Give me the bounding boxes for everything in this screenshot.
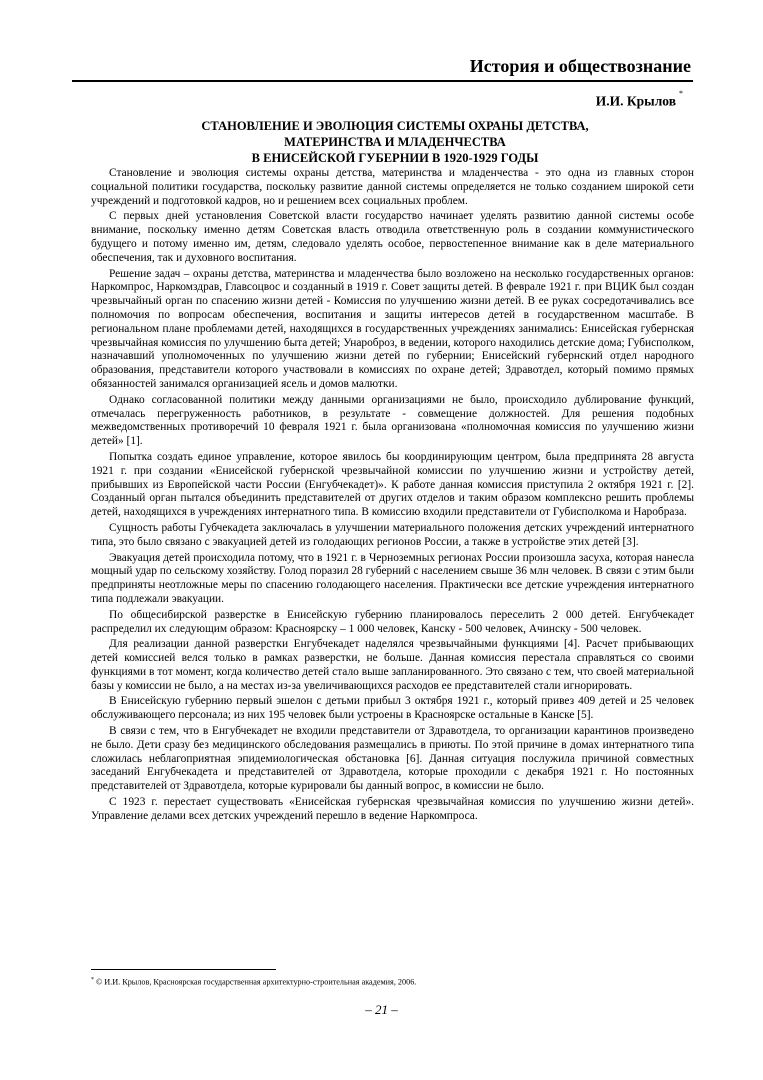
footnote	[91, 975, 416, 988]
paragraph: С 1923 г. перестает существовать «Енисейская губернская чрезвычайная комиссия по улучшению жизни детей». Управление делами всех детских учреждений перешло в ведение Наркомпроса.	[91, 796, 694, 822]
article-title	[100, 118, 690, 166]
paragraph: Становление и эволюция системы охраны детства, материнства и младенчества - это одна из главных сторон социальной политики государства, поскольку развитие данной системы определяется не только созданием широкой сети учреждений и подготовкой кадров, но и решением всех социальных проблем.	[91, 167, 694, 207]
title-line: СТАНОВЛЕНИЕ И ЭВОЛЮЦИЯ СИСТЕМЫ ОХРАНЫ ДЕТСТВА,	[201, 119, 589, 133]
paragraph: В связи с тем, что в Енгубчекадет не входили представители от Здравотдела, то организации карантинов произведено не было. Дети сразу без медицинского обследования размещались в приюты. По этой причине в домах интернатного типа сложилась неблагоприятная эпидемиологическая обстановка [6]. Данная ситуация послужила причиной совместных заседаний Енгубчекадета и представителей от Здравотдела, которые проходили с декабря 1921 г. Но постоянных представителей от Здравотдела, которые курировали бы данный вопрос, в комиссии не было.	[91, 725, 694, 793]
footnote-text: © И.И. Крылов, Красноярская государственная архитектурно-строительная академия, 2006.	[96, 977, 417, 987]
author-footnote-mark: *	[679, 89, 683, 98]
author	[595, 89, 683, 110]
paragraph: Попытка создать единое управление, которое явилось бы координирующим центром, была предпринята 28 августа 1921 г. при создании «Енисейской губернской чрезвычайной комиссии по улучшению жизни и устройству детей, прибывших из Европейской части России (Енгубчекадет)». К работе данная комиссия приступила 2 октября 1921 г. [2]. Созданный орган пытался объединить представителей от других отделов и таким образом комплексно решить проблемы детей, находящихся в учреждениях интернатного типа. В комиссию входили представители от Губисполкома и Наробраза.	[91, 450, 694, 519]
paragraph: Сущность работы Губчекадета заключалась в улучшении материального положения детских учреждений интернатного типа, это было связано с эвакуацией детей из голодающих регионов России, а также в устройстве этих детей [3].	[91, 521, 694, 548]
page-number: – 21 –	[365, 1002, 398, 1017]
article-body	[91, 167, 694, 826]
footnote-rule	[91, 969, 276, 970]
author-name: И.И. Крылов	[595, 93, 676, 109]
header-rule	[72, 80, 693, 82]
footnote-mark: *	[91, 977, 94, 983]
paragraph: Эвакуация детей происходила потому, что в 1921 г. в Черноземных регионах России произошла засуха, которая нанесла мощный удар по сельскому хозяйству. Голод поразил 28 губерний с населением свыше 36 млн человек. В связи с этим были предприняты неотложные меры по спасению голодающего населения. Практически все детские учреждения интернатного типа подлежали эвакуации.	[91, 551, 694, 605]
paragraph: В Енисейскую губернию первый эшелон с детьми прибыл 3 октября 1921 г., который привез 409 детей и 25 человек обслуживающего персонала; из них 195 человек были устроены в Красноярске остальные в Канске [5].	[91, 695, 694, 722]
title-line: В ЕНИСЕЙСКОЙ ГУБЕРНИИ В 1920-1929 ГОДЫ	[251, 151, 539, 165]
paragraph: Решение задач – охраны детства, материнства и младенчества было возложено на несколько государственных органов: Наркомпрос, Наркомздрав, Главсоцвос и созданный в 1919 г. Совет защиты детей. В феврале 1921 г. при ВЦИК был создан чрезвычайный орган по спасению жизни детей - Комиссия по улучшению жизни детей. В ее руках сосредотачивались все полномочия по вопросам обеспечения, воспитания и защиты интересов детей в государственном масштабе. В региональном плане проблемами детей, находящихся в государственных учреждениях занимались: Енисейская губернская чрезвычайная комиссия по улучшению быта детей; Унароброз, в ведении, которого находились детские дома; Губисполком, назначавший уполномоченных по улучшению жизни детей по губернии; Енисейский губернский отдел народного образования, представители которого участвовали в комиссиях по охране детей; Здравотдел, который помимо прямых обязанностей занимался организацией ясель и домов малютки.	[91, 267, 694, 390]
paragraph: По общесибирской разверстке в Енисейскую губернию планировалось переселить 2 000 детей. Енгубчекадет распределил их следующим образом: Красноярску – 1 000 человек, Канску - 500 человек, Ачинску - 500 человек.	[91, 608, 694, 635]
paragraph: Для реализации данной разверстки Енгубчекадет наделялся чрезвычайными функциями [4]. Расчет прибывающих детей комиссией велся только в рамках разверстки, не больше. Данная комиссия перестала справляться со своими функциями в тот момент, когда количество детей стало выше запланированного. Это связано с тем, что своей материальной базы у комиссии не было, а на местах из-за увеличивающихся расходов ее представителей стали игнорировать.	[91, 638, 694, 692]
paragraph: Однако согласованной политики между данными организациями не было, происходило дублирование функций, отмечалась перегруженность работников, в результате - совмещение должностей. Для решения подобных межведомственных противоречий 10 февраля 1921 г. была организована «полномочная комиссия по улучшению жизни детей» [1].	[91, 393, 694, 448]
title-line: МАТЕРИНСТВА И МЛАДЕНЧЕСТВА	[284, 135, 506, 149]
paragraph: С первых дней установления Советской власти государство начинает уделять развитию данной системы особе внимание, поскольку именно детям Советская власть отводила ответственную роль в создании коммунистического будущего и потому именно им, детям, следовало уделять особое, первостепенное внимание как в деле материального обеспечения, так и духовного воспитания.	[91, 210, 694, 264]
section-title: История и обществознание	[469, 56, 691, 76]
